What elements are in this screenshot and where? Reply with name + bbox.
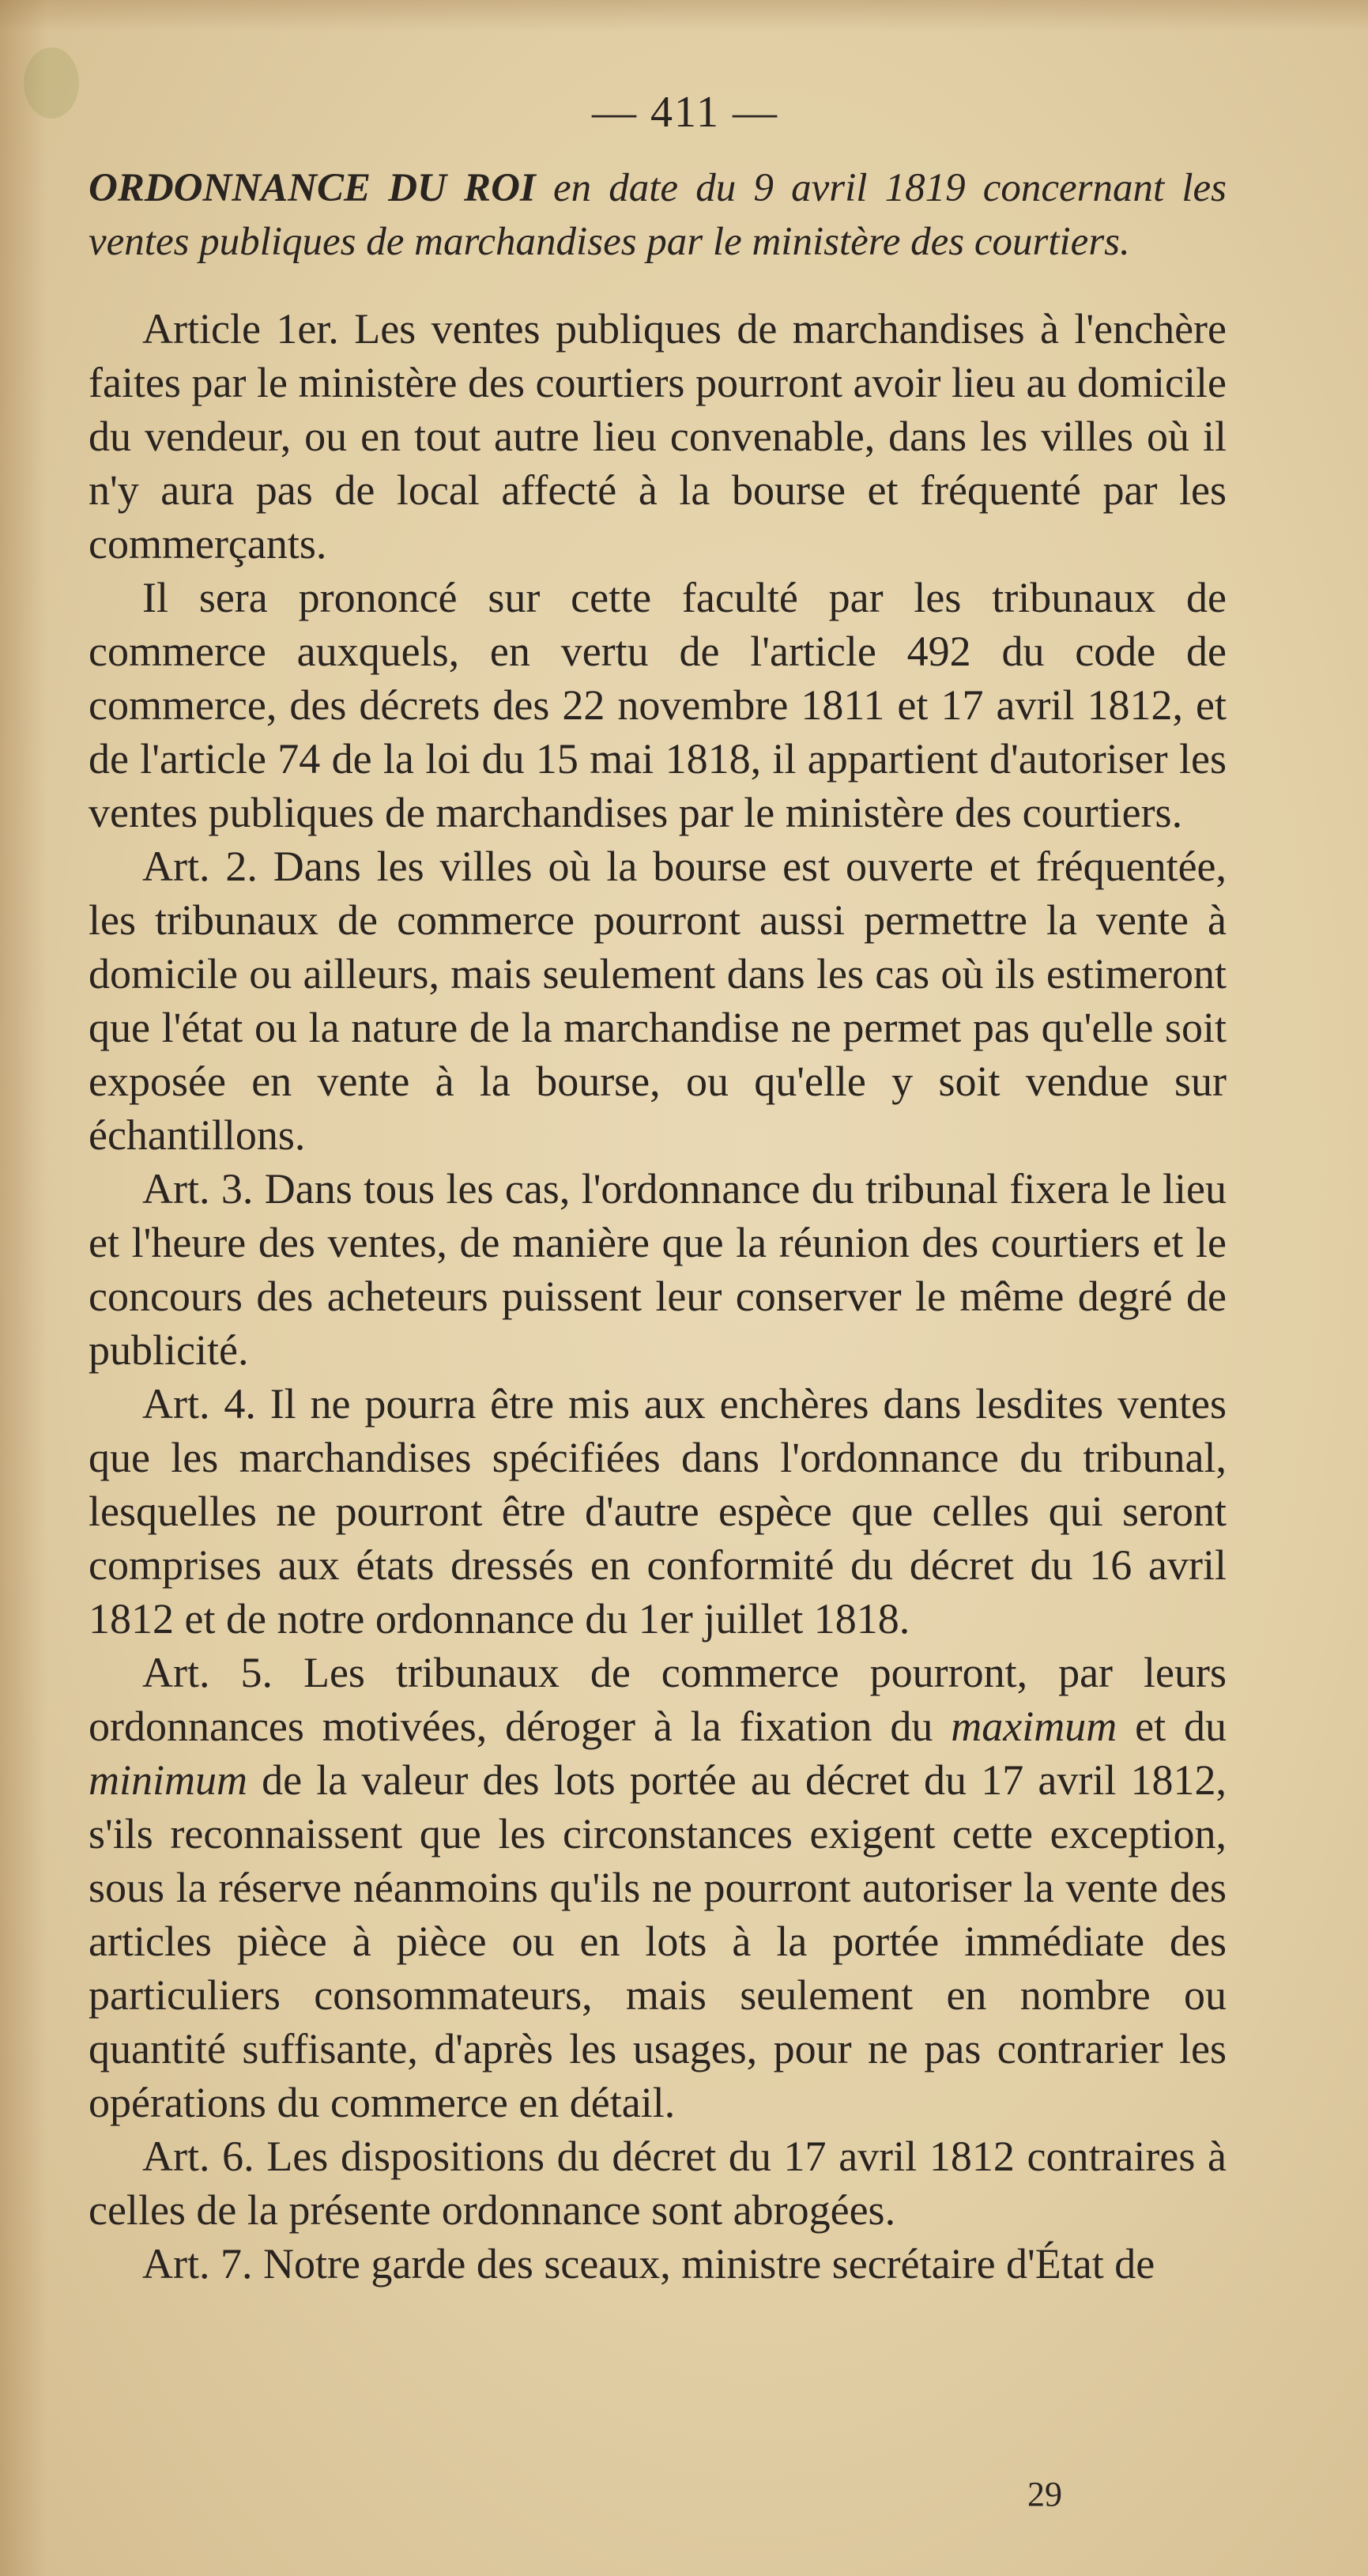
article-6-label: Art. 6. [142, 2133, 254, 2180]
ordinance-title [89, 161, 1227, 269]
ordinance-title-lead: ORDONNANCE DU ROI [89, 166, 536, 210]
article-2-label: Art. 2. [142, 843, 258, 890]
article-5-label: Art. 5. [142, 1649, 273, 1696]
ordinance-title-rest: en date du 9 avril 1819 concernant les ventes publiques de marchandises par le ministère des courtiers. [89, 166, 1227, 264]
article-1-label: Article 1er. [142, 305, 339, 353]
page-edge-stain-left [0, 0, 47, 2576]
article-4-text: Il ne pourra être mis aux enchères dans lesdites ventes que les marchandises spécifiées dans l'ordonnance du tribunal, lesquelles ne pourront être d'autre espèce que celles qui seront comprises aux états dressés en conformité du décret du 16 avril 1812 et de notre ordonnance du 1er juillet 1818. [89, 1380, 1227, 1643]
article-5-text-after: de la valeur des lots portée au décret du 17 avril 1812, s'ils reconnaissent que les circonstances exigent cette exception, sous la réserve néanmoins qu'ils ne pourront autoriser la vente des articles pièce à pièce ou en lots à la portée immédiate des particuliers consommateurs, mais seulement en nombre ou quantité suffisante, d'après les usages, pour ne pas contrarier les opérations du commerce en détail. [89, 1756, 1227, 2126]
article-5-minimum: minimum [89, 1756, 247, 1804]
article-5-maximum: maximum [951, 1703, 1117, 1750]
article-6-text: Les dispositions du décret du 17 avril 1812 contraires à celles de la présente ordonnance sont abrogées. [89, 2133, 1227, 2234]
article-1-paragraph [89, 302, 1227, 571]
text-block [89, 87, 1227, 2291]
article-6-paragraph [89, 2129, 1227, 2237]
article-7-text: Notre garde des sceaux, ministre secrétaire d'État de [252, 2240, 1155, 2287]
article-5-text-middle: et du [1117, 1703, 1227, 1750]
article-3-label: Art. 3. [142, 1165, 254, 1213]
page-spot [24, 47, 79, 119]
article-2-text: Dans les villes où la bourse est ouverte et fréquentée, les tribunaux de commerce pourront aussi permettre la vente à domicile ou ailleurs, mais seulement dans les cas où ils estimeront que l'état ou la nature de la marchandise ne permet pas qu'elle soit exposée en vente à la bourse, ou qu'elle y soit vendue sur échantillons. [89, 843, 1227, 1159]
article-1-second-text: Il sera prononcé sur cette faculté par les tribunaux de commerce auxquels, en vertu de l'article 492 du code de commerce, des décrets des 22 novembre 1811 et 17 avril 1812, et de l'article 74 de la loi du 15 mai 1818, il appartient d'autoriser les ventes publiques de marchandises par le ministère des courtiers. [89, 574, 1227, 836]
article-7-label: Art. 7. [142, 2240, 253, 2287]
article-1-second-paragraph [89, 571, 1227, 839]
page-edge-stain-top [0, 0, 1368, 32]
article-4-paragraph [89, 1377, 1227, 1646]
article-3-text: Dans tous les cas, l'ordonnance du tribunal fixera le lieu et l'heure des ventes, de manière que la réunion des courtiers et le concours des acheteurs puissent leur conserver le même degré de publicité. [89, 1165, 1227, 1374]
page-number: — 411 — [592, 88, 778, 137]
article-4-label: Art. 4. [142, 1380, 256, 1428]
article-1-text: Les ventes publiques de marchandises à l'enchère faites par le ministère des courtiers pourront avoir lieu au domicile du vendeur, ou en tout autre lieu convenable, dans les villes où il n'y aura pas de local affecté à la bourse et fréquenté par les commerçants. [89, 305, 1227, 568]
article-5-paragraph [89, 1646, 1227, 2129]
article-5-text-before: Les tribunaux de commerce pourront, par leurs ordonnances motivées, déroger à la fixation du [89, 1649, 1227, 1750]
article-3-paragraph [89, 1162, 1227, 1377]
article-7-paragraph [89, 2237, 1227, 2291]
article-2-paragraph [89, 839, 1227, 1162]
signature-mark: 29 [1027, 2475, 1062, 2514]
